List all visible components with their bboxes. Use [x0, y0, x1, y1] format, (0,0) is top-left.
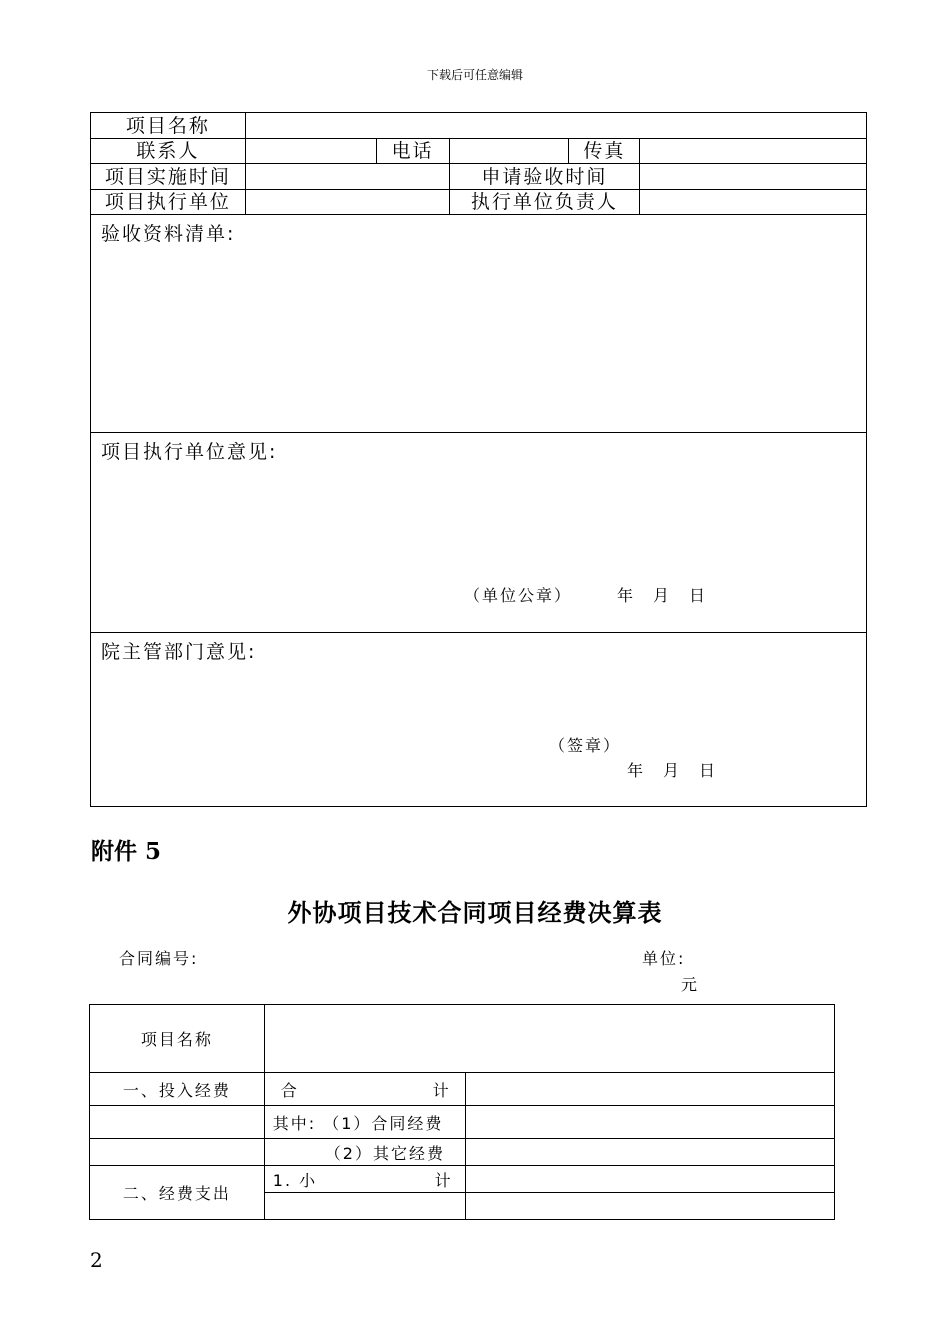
fax-field[interactable] — [640, 139, 867, 164]
dept-opinion-label: 院主管部门意见: — [101, 641, 257, 663]
fax-label: 传真 — [569, 139, 640, 164]
impl-time-label: 项目实施时间 — [91, 164, 246, 190]
dept-seal: （签章） — [549, 736, 622, 755]
contract-no-label: 合同编号: — [119, 949, 199, 968]
input-total-value[interactable] — [465, 1073, 834, 1106]
total-char-2: 计 — [432, 1080, 451, 1100]
unit-date: 年 月 日 — [617, 586, 708, 605]
other-funds-value[interactable] — [465, 1139, 834, 1166]
materials-label: 验收资料清单: — [101, 223, 236, 245]
project-name-label: 项目名称 — [91, 113, 246, 139]
exec-head-label: 执行单位负责人 — [449, 190, 640, 215]
contract-funds-label: 其中: （1）合同经费 — [264, 1106, 465, 1139]
input-total-label — [264, 1073, 465, 1106]
apply-time-field[interactable] — [640, 164, 867, 190]
attachment-label: 附件 5 — [91, 838, 162, 865]
materials-section[interactable] — [91, 215, 867, 433]
project-name-cell: 项目名称 — [90, 1005, 265, 1073]
contact-field[interactable] — [245, 139, 376, 164]
subtotal-char-1: 1. 小 — [272, 1170, 318, 1190]
subtotal-value[interactable] — [465, 1166, 834, 1193]
unit-label: 单位: — [642, 949, 686, 968]
dept-opinion-section[interactable] — [91, 633, 867, 807]
document-title: 外协项目技术合同项目经费决算表 — [287, 898, 663, 927]
contract-funds-value[interactable] — [465, 1106, 834, 1139]
input-funds-label: 一、投入经费 — [90, 1073, 265, 1106]
exec-unit-label: 项目执行单位 — [91, 190, 246, 215]
other-funds-label: （2）其它经费 — [264, 1139, 465, 1166]
page-number: 2 — [90, 1248, 103, 1272]
blank-cell-3[interactable] — [264, 1193, 465, 1220]
project-name-value[interactable] — [264, 1005, 834, 1073]
exec-head-field[interactable] — [640, 190, 867, 215]
phone-label: 电话 — [376, 139, 449, 164]
blank-cell-4[interactable] — [465, 1193, 834, 1220]
acceptance-form — [90, 112, 867, 807]
phone-field[interactable] — [449, 139, 569, 164]
dept-date: 年 月 日 — [627, 761, 718, 780]
total-char-1: 合 — [280, 1080, 299, 1100]
budget-table — [89, 1004, 835, 1220]
unit-seal: （单位公章） — [464, 586, 573, 605]
exec-unit-field[interactable] — [245, 190, 449, 215]
blank-cell-2 — [90, 1139, 265, 1166]
subtotal-label — [264, 1166, 465, 1193]
unit-value: 元 — [681, 975, 700, 994]
contact-label: 联系人 — [91, 139, 246, 164]
impl-time-field[interactable] — [245, 164, 449, 190]
project-name-field[interactable] — [245, 113, 866, 139]
unit-opinion-section[interactable] — [91, 433, 867, 633]
expenditure-label: 二、经费支出 — [90, 1166, 265, 1220]
apply-time-label: 申请验收时间 — [449, 164, 640, 190]
page-header: 下载后可任意编辑 — [426, 68, 523, 82]
subtotal-char-2: 计 — [434, 1170, 453, 1190]
unit-opinion-label: 项目执行单位意见: — [101, 441, 278, 463]
blank-cell-1 — [90, 1106, 265, 1139]
